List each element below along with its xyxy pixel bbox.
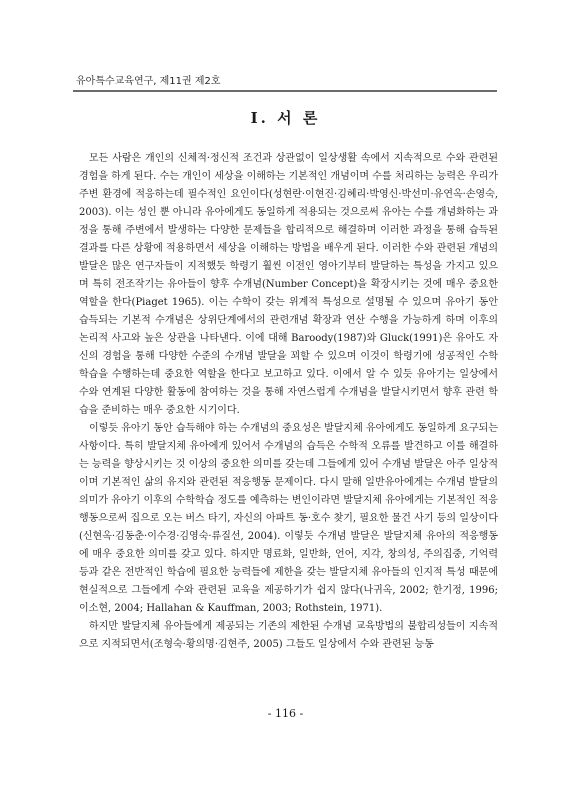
- section-title: I. 서 론: [250, 109, 321, 127]
- paragraph: 이렇듯 유아기 동안 습득해야 하는 수개념의 중요성은 발달지체 유아에게도 동일하게 요구되는 사항이다. 특히 발달지체 유아에게 있어서 수개념의 습득은 수학적 오류를 발견하고 이를 해결하는 능력을 향상시키는 것 이상의 중요한 의미를 갖는데 그들에게 있어 수개념 발달은 아주 일상적이며 기본적인 삶의 유지와 관련된 적응행동 문제이다. 다시 말해 일반유아에게는 수개념 발달의 의미가 유아기 이후의 수학학습 정도를 예측하는 변인이라면 발달지체 유아에게는 기본적인 적응행동으로써 집으로 오는 버스 타기, 자신의 아파트 동·호수 찾기, 필요한 물건 사기 등의 일상이다(신현옥·김동춘·이수경·김영숙·류질선, 2004). 이렇듯 수개념 발달은 발달지체 유아의 적응행동에 매우 중요한 의미를 갖고 있다. 하지만 명료화, 일반화, 언어, 지각, 창의성, 주의집중, 기억력 등과 같은 전반적인 학습에 필요한 능력들에 제한을 갖는 발달지체 유아들의 인지적 특성 때문에 현실적으로 그들에게 수와 관련된 교육을 제공하기가 쉽지 않다(나귀옥, 2002; 한기정, 1996; 이소현, 2004; Hallahan & Kauffman, 2003; Rothstein, 1971).: [79, 423, 498, 614]
- page-number: - 116 -: [267, 707, 304, 720]
- header-rule: [73, 90, 497, 92]
- paragraph: 모든 사람은 개인의 신체적·정신적 조건과 상관없이 일상생활 속에서 지속적으로 수와 관련된 경험을 하게 된다. 수는 개인이 세상을 이해하는 기본적인 개념이며 수를 처리하는 능력은 우리가 주변 환경에 적응하는데 필수적인 요인이다(성현란·이현진·김혜리·박영신·박선미·유연옥·손영숙, 2003). 이는 성인 뿐 아니라 유아에게도 동일하게 적용되는 것으로써 유아는 수를 개념화하는 과정을 통해 주변에서 발생하는 다양한 문제들을 합리적으로 해결하며 이러한 과정을 통해 습득된 결과를 다른 상황에 적용하면서 세상을 이해하는 방법을 배우게 된다. 이러한 수와 관련된 개념의 발달은 많은 연구자들이 지적했듯 학령기 훨씬 이전인 영아기부터 발달하는 특성을 가지고 있으며 특히 전조작기는 유아들이 향후 수개념(Number Concept)을 확장시키는 것에 매우 중요한 역할을 한다(Piaget 1965). 이는 수학이 갖는 위계적 특성으로 설명될 수 있으며 유아기 동안 습득되는 기본적 수개념은 상위단계에서의 관련개념 확장과 연산 수행을 가능하게 하며 이후의 논리적 사고와 높은 상관을 나타낸다. 이에 대해 Baroody(1987)와 Gluck(1991)은 유아도 자신의 경험을 통해 다양한 수준의 수개념 발달을 꾀할 수 있으며 이것이 학령기에 성공적인 수학 학습을 수행하는데 중요한 역할을 한다고 보고하고 있다. 이에서 알 수 있듯 유아기는 일상에서 수와 연계된 다양한 활동에 참여하는 것을 통해 자연스럽게 수개념을 발달시키면서 향후 관련 학습을 준비하는 매우 중요한 시기이다.: [79, 153, 498, 416]
- body-text: [79, 150, 498, 654]
- paragraph: 하지만 발달지체 유아들에게 제공되는 기존의 제한된 수개념 교육방법의 불합리성들이 지속적으로 지적되면서(조형숙·황의명·김현주, 2005) 그들도 일상에서 수와 관련된 능동: [79, 621, 498, 650]
- running-head: 유아특수교육연구, 제11권 제2호: [76, 76, 221, 87]
